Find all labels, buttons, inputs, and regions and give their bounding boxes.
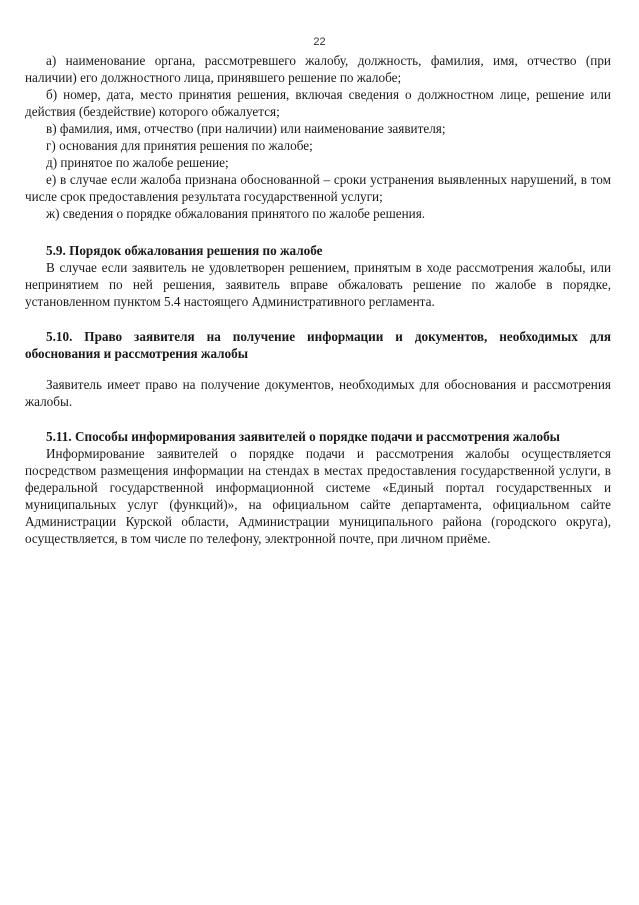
- section-5-10: [25, 328, 611, 410]
- section-heading: 5.11. Способы информирования заявителей о порядке подачи и рассмотрения жалобы: [46, 429, 560, 444]
- section-body: Информирование заявителей о порядке подачи и рассмотрения жалобы осуществляется посредством размещения информации на стендах в местах предоставления государственной услуги, в федеральной государственной информационной системе «Единый портал государственных и муниципальных услуг (функций)», на официальном сайте департамента, официальном сайте Администрации Курской области, Администрации муниципального района (городского округа), осуществляется, в том числе по телефону, электронной почте, при личном приёме.: [25, 446, 611, 546]
- list-item: в) фамилия, имя, отчество (при наличии) или наименование заявителя;: [46, 121, 446, 136]
- list-item: д) принятое по жалобе решение;: [46, 155, 229, 170]
- document-content: [25, 52, 611, 547]
- decision-contents-list: [25, 52, 611, 222]
- section-5-11: [25, 428, 611, 547]
- list-item: г) основания для принятия решения по жалобе;: [46, 138, 313, 153]
- section-heading: 5.10. Право заявителя на получение информации и документов, необходимых для обоснования и рассмотрения жалобы: [25, 329, 611, 361]
- section-body: Заявитель имеет право на получение документов, необходимых для обоснования и рассмотрения жалобы.: [25, 377, 611, 409]
- section-heading: 5.9. Порядок обжалования решения по жалобе: [46, 243, 323, 258]
- section-body: В случае если заявитель не удовлетворен решением, принятым в ходе рассмотрения жалобы, или непринятием по ней решения, заявитель вправе обжаловать решение по жалобе в порядке, установленном пунктом 5.4 настоящего Административного регламента.: [25, 260, 611, 309]
- list-item: б) номер, дата, место принятия решения, включая сведения о должностном лице, решение или действия (бездействие) которого обжалуется;: [25, 87, 611, 119]
- list-item: а) наименование органа, рассмотревшего жалобу, должность, фамилия, имя, отчество (при наличии) его должностного лица, принявшего решение по жалобе;: [25, 53, 611, 85]
- page-number: 22: [313, 36, 326, 48]
- section-5-9: [25, 242, 611, 310]
- list-item: ж) сведения о порядке обжалования принятого по жалобе решения.: [46, 206, 426, 221]
- list-item: е) в случае если жалоба признана обоснованной – сроки устранения выявленных нарушений, в том числе срок предоставления результата государственной услуги;: [25, 172, 611, 204]
